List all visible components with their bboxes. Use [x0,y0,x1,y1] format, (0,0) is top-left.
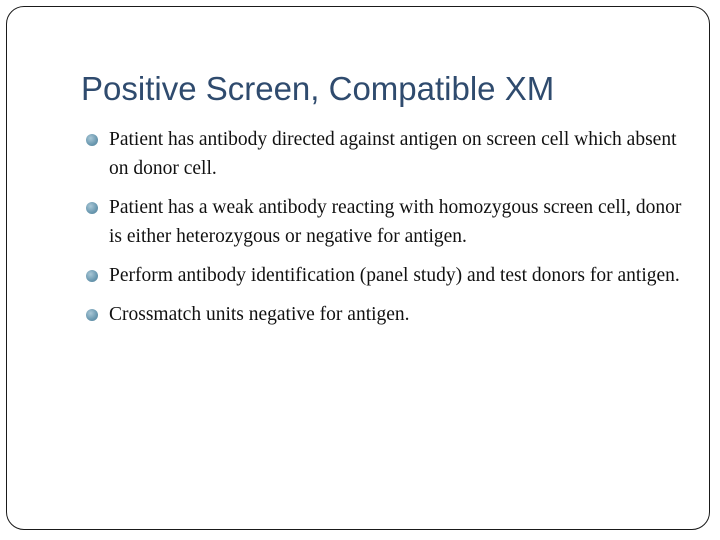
bullet-dot-icon [86,202,98,214]
bullet-text: Patient has antibody directed against antigen on screen cell which absent on donor cell. [109,129,677,179]
bullet-item [83,125,693,183]
slide-frame [6,6,710,530]
bullet-dot-icon [86,134,98,146]
bullet-item [83,300,693,329]
bullet-text: Crossmatch units negative for antigen. [109,304,410,325]
bullet-text: Perform antibody identification (panel study) and test donors for antigen. [109,265,680,286]
bullet-list [83,125,693,339]
bullet-item [83,261,693,290]
slide-title: Positive Screen, Compatible XM [81,70,555,107]
bullet-dot-icon [86,270,98,282]
bullet-dot-icon [86,309,98,321]
bullet-text: Patient has a weak antibody reacting with homozygous screen cell, donor is either heterozygous or negative for antigen. [109,197,682,247]
bullet-item [83,193,693,251]
